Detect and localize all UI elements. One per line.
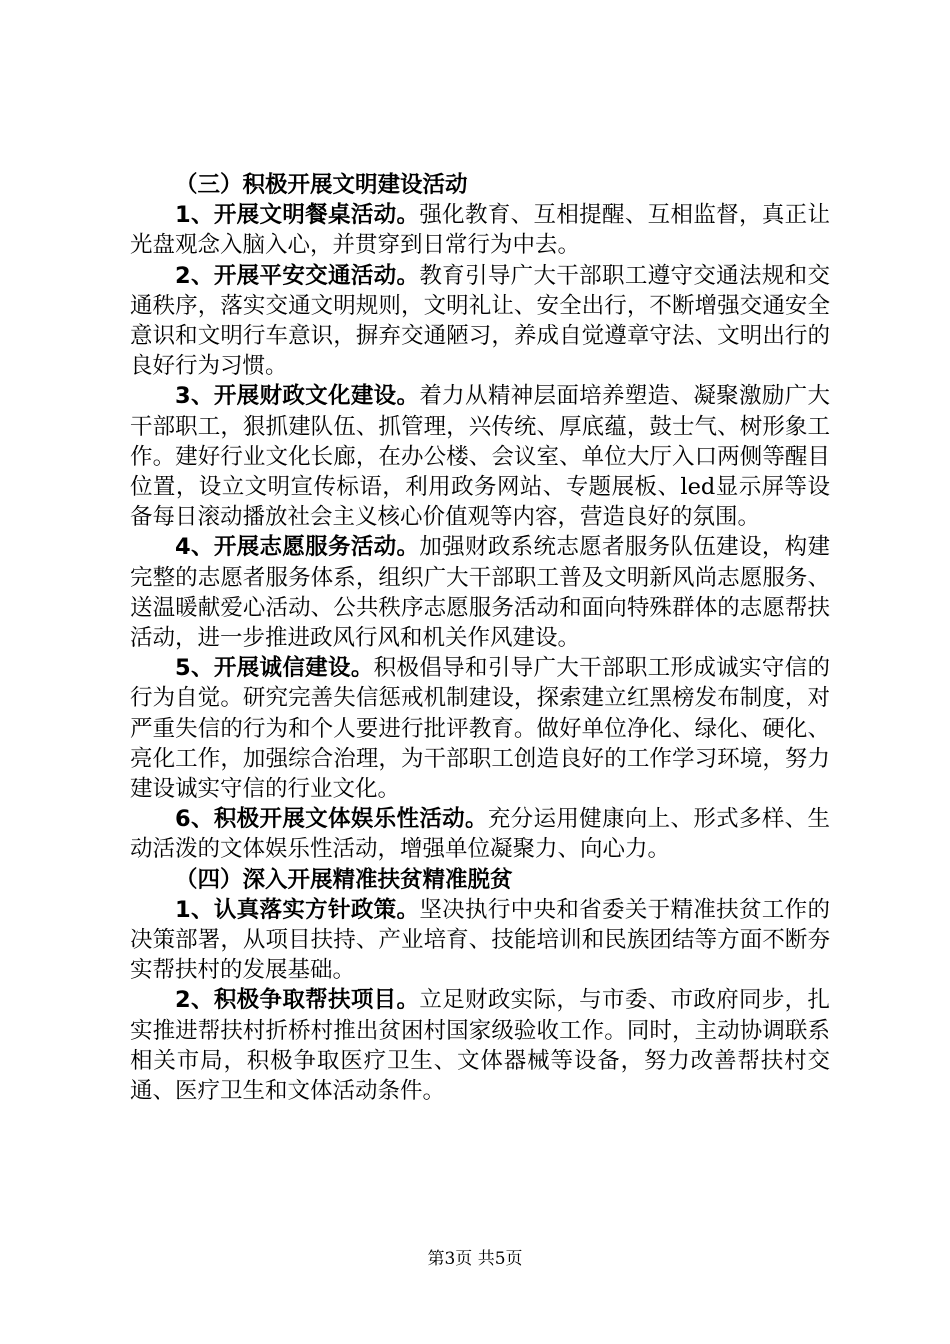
list-item [130,653,830,804]
item-body: 坚决执行中央和省委关于精准扶贫工作的决策部署，从项目扶持、产业培育、技能培训和民族团结等方面不断夯实帮扶村的发展基础。 [130,896,830,984]
list-item [130,804,830,864]
item-lead: 1、认真落实方针政策。 [175,896,420,923]
item-lead: 2、开展平安交通活动。 [175,262,420,289]
item-lead: 1、开展文明餐桌活动。 [175,202,420,229]
item-body: 强化教育、互相提醒、互相监督，真正让光盘观念入脑入心，并贯穿到日常行为中去。 [130,202,830,259]
page-number: 第3页 共5页 [427,1249,523,1269]
item-body: 教育引导广大干部职工遵守交通法规和交通秩序，落实交通文明规则，文明礼让、安全出行，不断增强交通安全意识和文明行车意识，摒弃交通陋习，养成自觉遵章守法、文明出行的良好行为习惯。 [130,262,830,380]
item-body: 积极倡导和引导广大干部职工形成诚实守信的行为自觉。研究完善失信惩戒机制建设，探索建立红黑榜发布制度，对严重失信的行为和个人要进行批评教育。做好单位净化、绿化、硬化、亮化工作，加强综合治理，为干部职工创造良好的工作学习环境，努力建设诚实守信的行业文化。 [130,655,830,803]
section-heading: （三）积极开展文明建设活动 [175,172,468,198]
item-lead: 6、积极开展文体娱乐性活动。 [175,806,488,833]
item-lead: 4、开展志愿服务活动。 [175,534,420,561]
item-lead: 5、开展诚信建设。 [175,655,374,682]
item-body: 着力从精神层面培养塑造、凝聚激励广大干部职工，狠抓建队伍、抓管理，兴传统、厚底蕴，鼓士气、树形象工作。建好行业文化长廊，在办公楼、会议室、单位大厅入口两侧等醒目位置，设立文明宣传标语，利用政务网站、专题展板、led显示屏等设备每日滚动播放社会主义核心价值观等内容，营造良好的氛围。 [130,383,830,531]
item-body: 充分运用健康向上、形式多样、生动活泼的文体娱乐性活动，增强单位凝聚力、向心力。 [130,806,830,863]
section-heading: （四）深入开展精准扶贫精准脱贫 [175,866,513,893]
list-item [130,381,830,532]
item-lead: 2、积极争取帮扶项目。 [175,987,420,1014]
item-body: 立足财政实际，与市委、市政府同步，扎实推进帮扶村折桥村推出贫困村国家级验收工作。同时，主动协调联系相关市局，积极争取医疗卫生、文体器械等设备，努力改善帮扶村交通、医疗卫生和文体活动条件。 [130,987,830,1105]
document-body [130,170,830,1106]
list-item [130,261,830,382]
list-item [130,200,830,260]
item-lead: 3、开展财政文化建设。 [175,383,420,410]
list-item [130,532,830,653]
list-item [130,895,830,986]
item-body: 加强财政系统志愿者服务队伍建设，构建完整的志愿者服务体系，组织广大干部职工普及文明新风尚志愿服务、送温暖献爱心活动、公共秩序志愿服务活动和面向特殊群体的志愿帮扶活动，进一步推进政风行风和机关作风建设。 [130,534,830,652]
list-item [130,985,830,1106]
